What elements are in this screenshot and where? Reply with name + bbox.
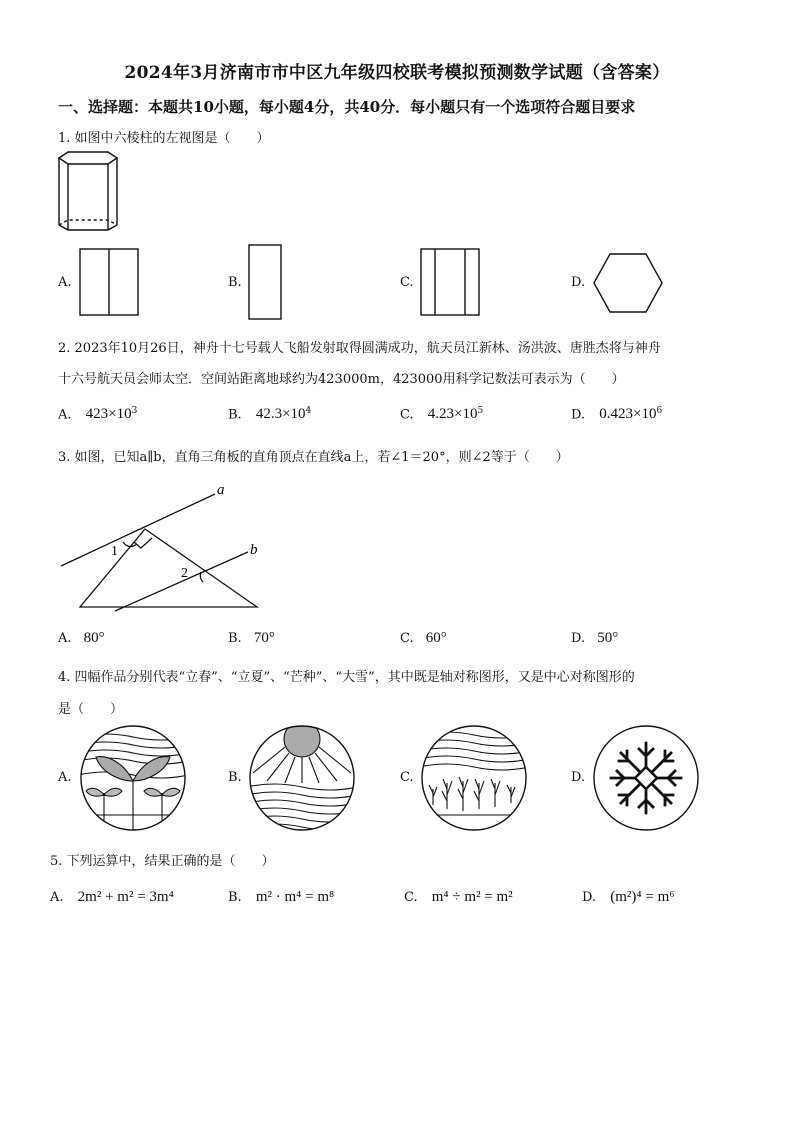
- q1-option-d-label: D.: [571, 275, 586, 290]
- question-5-stem: 5. 下列运算中，结果正确的是（ ）: [50, 854, 275, 869]
- q1-option-c-label: C.: [400, 275, 414, 290]
- q2-option-d-exp: 6: [656, 406, 663, 416]
- line-b-label: b: [250, 542, 258, 558]
- q2-option-d: [571, 406, 662, 423]
- q3-option-d-value: 50°: [597, 630, 619, 646]
- q5-option-c-label: C.: [404, 890, 418, 905]
- line-a-label: a: [217, 482, 225, 498]
- q2-option-a: [58, 406, 137, 423]
- q2-option-a-value: 423×10: [85, 406, 132, 423]
- question-2-line1: 2. 2023年10月26日，神舟十七号载人飞船发射取得圆满成功，航天员江新林、汤洪波、唐胜杰将与神舟: [58, 341, 661, 356]
- q3-option-a: [58, 630, 105, 647]
- q5-option-b: [228, 889, 334, 906]
- q3-option-b-label: B.: [228, 631, 242, 646]
- q5-option-c-expression: m⁴ ÷ m² = m²: [431, 889, 513, 905]
- q3-option-d-label: D.: [571, 631, 586, 646]
- q4-option-b-label: B.: [228, 770, 242, 785]
- section-heading: 一、选择题：本题共10小题，每小题4分，共40分．每小题只有一个选项符合题目要求: [58, 98, 636, 116]
- q5-option-d: [582, 889, 674, 906]
- angle-2-label: 2: [181, 566, 188, 581]
- q3-option-c-label: C.: [400, 631, 414, 646]
- q2-option-c-exp: 5: [477, 406, 484, 416]
- q2-option-b-value: 42.3×10: [255, 406, 306, 423]
- q1-option-d-figure: [591, 251, 665, 315]
- q2-option-c: [400, 406, 483, 423]
- q4-option-a-figure: [78, 723, 188, 833]
- q3-option-b-value: 70°: [253, 630, 275, 646]
- q5-option-d-label: D.: [582, 890, 597, 905]
- hexagonal-prism-figure: [52, 150, 124, 240]
- question-2-line2: 十六号航天员会师太空．空间站距离地球约为423000m，423000用科学记数法可表示为（ ）: [58, 372, 625, 387]
- q1-option-a-figure: [78, 247, 140, 319]
- angle-1-label: 1: [111, 544, 118, 559]
- right-triangle: [80, 529, 257, 607]
- q5-option-c: [404, 889, 513, 906]
- q2-option-b: [228, 406, 311, 423]
- question-3-stem: 3. 如图，已知a∥b，直角三角板的直角顶点在直线a上，若∠1＝20°，则∠2等于（ ）: [58, 450, 569, 465]
- question-4-line1: 4. 四幅作品分别代表“立春”、“立夏”、“芒种”、“大雪”，其中既是轴对称图形，又是中心对称图形的: [58, 670, 635, 685]
- q4-option-d-figure: [591, 723, 701, 833]
- q5-option-d-expression: (m²)⁴ = m⁶: [610, 889, 675, 905]
- q2-option-c-label: C.: [400, 407, 414, 423]
- q5-option-b-expression: m² · m⁴ = m⁸: [255, 889, 335, 905]
- q2-option-d-value: 0.423×10: [599, 406, 657, 423]
- q4-option-d-label: D.: [571, 770, 586, 785]
- q3-option-c-value: 60°: [425, 630, 447, 646]
- q3-option-a-label: A.: [58, 631, 72, 646]
- q3-option-a-value: 80°: [83, 630, 105, 646]
- line-b: [115, 552, 248, 611]
- q5-option-a-expression: 2m² + m² = 3m⁴: [77, 889, 174, 905]
- q2-option-a-exp: 3: [131, 406, 138, 416]
- q4-option-c-figure: [419, 723, 529, 833]
- q1-option-b-label: B.: [228, 275, 242, 290]
- q4-option-b-figure: [247, 723, 357, 833]
- q2-option-d-label: D.: [571, 407, 586, 423]
- q5-option-a-label: A.: [50, 890, 64, 905]
- parallel-lines-triangle-figure: [55, 478, 285, 618]
- question-1-stem: 1. 如图中六棱柱的左视图是（ ）: [58, 131, 270, 146]
- q3-option-d: [571, 630, 618, 647]
- page-title: 2024年3月济南市市中区九年级四校联考模拟预测数学试题（含答案）: [124, 63, 670, 83]
- q1-option-c-figure: [419, 247, 481, 319]
- q1-option-b-figure: [247, 243, 283, 321]
- q4-option-c-label: C.: [400, 770, 414, 785]
- q2-option-c-value: 4.23×10: [427, 406, 478, 423]
- line-a: [61, 494, 215, 566]
- q1-option-a-label: A.: [58, 275, 72, 290]
- q2-option-b-exp: 4: [305, 406, 312, 416]
- q2-option-a-label: A.: [58, 407, 72, 423]
- q2-option-b-label: B.: [228, 407, 242, 423]
- q3-option-c: [400, 630, 447, 647]
- q4-option-a-label: A.: [58, 770, 72, 785]
- q5-option-b-label: B.: [228, 890, 242, 905]
- question-4-line2: 是（ ）: [58, 702, 124, 717]
- q5-option-a: [50, 889, 174, 906]
- q3-option-b: [228, 630, 275, 647]
